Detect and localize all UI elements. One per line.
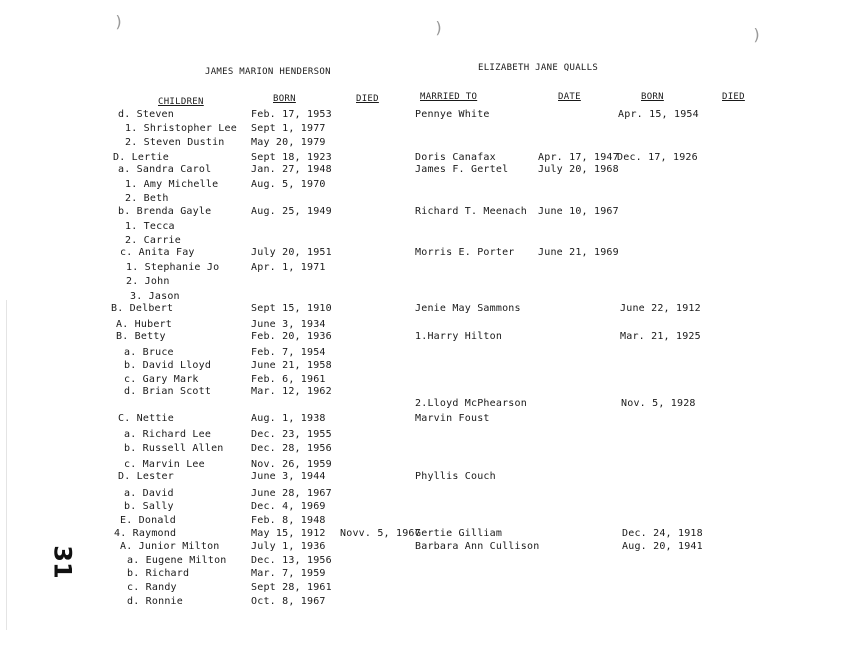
- child-name: d. Ronnie: [127, 596, 183, 607]
- birth-date: Dec. 13, 1956: [251, 555, 332, 566]
- birth-date: Aug. 1, 1938: [251, 413, 326, 424]
- child-name: 2. Steven Dustin: [125, 137, 225, 148]
- child-name: a. Bruce: [124, 347, 174, 358]
- marriage-date: June 10, 1967: [538, 206, 619, 217]
- column-date: DATE: [558, 92, 581, 102]
- birth-date: Dec. 23, 1955: [251, 429, 332, 440]
- birth-date: Mar. 12, 1962: [251, 386, 332, 397]
- child-name: C. Nettie: [118, 413, 174, 424]
- column-died: DIED: [356, 94, 379, 104]
- birth-date: Sept 1, 1977: [251, 123, 326, 134]
- marriage-date: Apr. 17, 1947: [538, 152, 619, 163]
- spouse-birth-date: Aug. 20, 1941: [622, 541, 703, 552]
- child-name: c. Anita Fay: [120, 247, 195, 258]
- spouse-birth-date: Dec. 24, 1918: [622, 528, 703, 539]
- child-name: c. Gary Mark: [124, 374, 199, 385]
- birth-date: Feb. 17, 1953: [251, 109, 332, 120]
- spouse-birth-date: Mar. 21, 1925: [620, 331, 701, 342]
- child-name: D. Lester: [118, 471, 174, 482]
- child-name: a. Eugene Milton: [127, 555, 227, 566]
- child-name: D. Lertie: [113, 152, 169, 163]
- child-name: 3. Jason: [130, 291, 180, 302]
- column-married-to: MARRIED TO: [420, 92, 478, 102]
- child-name: 1. Shristopher Lee: [125, 123, 237, 134]
- spouse-name: Barbara Ann Cullison: [415, 541, 540, 552]
- child-name: b. Sally: [124, 501, 174, 512]
- marriage-date: June 21, 1969: [538, 247, 619, 258]
- spouse-name: Morris E. Porter: [415, 247, 515, 258]
- birth-date: July 1, 1936: [251, 541, 326, 552]
- spouse-name: James F. Gertel: [415, 164, 509, 175]
- child-name: 2. Carrie: [125, 235, 181, 246]
- child-name: c. Randy: [127, 582, 177, 593]
- spouse-birth-date: Dec. 17, 1926: [617, 152, 698, 163]
- spouse-name: Doris Canafax: [415, 152, 496, 163]
- birth-date: Feb. 20, 1936: [251, 331, 332, 342]
- birth-date: Sept 28, 1961: [251, 582, 332, 593]
- birth-date: Mar. 7, 1959: [251, 568, 326, 579]
- spouse-name: Pennye White: [415, 109, 490, 120]
- birth-date: June 28, 1967: [251, 488, 332, 499]
- child-name: E. Donald: [120, 515, 176, 526]
- child-name: d. Steven: [118, 109, 174, 120]
- birth-date: Feb. 8, 1948: [251, 515, 326, 526]
- birth-date: Feb. 7, 1954: [251, 347, 326, 358]
- child-name: a. Richard Lee: [124, 429, 212, 440]
- birth-date: June 21, 1958: [251, 360, 332, 371]
- child-name: 1. Tecca: [125, 221, 175, 232]
- column-spouse-died: DIED: [722, 92, 745, 102]
- birth-date: Oct. 8, 1967: [251, 596, 326, 607]
- spouse-name: Richard T. Meenach: [415, 206, 527, 217]
- child-name: B. Delbert: [111, 303, 174, 314]
- column-children: CHILDREN: [158, 97, 204, 107]
- margin-mark: ): [434, 18, 444, 37]
- child-name: b. Richard: [127, 568, 190, 579]
- child-name: 1. Stephanie Jo: [126, 262, 220, 273]
- margin-mark: ): [752, 25, 762, 44]
- child-name: a. Sandra Carol: [118, 164, 212, 175]
- spouse-name: Phyllis Couch: [415, 471, 496, 482]
- column-born: BORN: [273, 94, 296, 104]
- spouse-name: Jenie May Sammons: [415, 303, 521, 314]
- child-name: B. Betty: [116, 331, 166, 342]
- child-name: d. Brian Scott: [124, 386, 212, 397]
- birth-date: June 3, 1934: [251, 319, 326, 330]
- spouse-birth-date: June 22, 1912: [620, 303, 701, 314]
- child-name: a. David: [124, 488, 174, 499]
- child-name: A. Hubert: [116, 319, 172, 330]
- husband-name: JAMES MARION HENDERSON: [205, 67, 331, 77]
- birth-date: Apr. 1, 1971: [251, 262, 326, 273]
- spouse-name: Gertie Gilliam: [415, 528, 503, 539]
- birth-date: Dec. 4, 1969: [251, 501, 326, 512]
- child-name: c. Marvin Lee: [124, 459, 205, 470]
- spouse-name: 2.Lloyd McPhearson: [415, 398, 527, 409]
- page-number: 31: [48, 545, 77, 579]
- margin-mark: ): [114, 12, 124, 31]
- child-name: 4. Raymond: [114, 528, 177, 539]
- child-name: 2. John: [126, 276, 170, 287]
- child-name: 2. Beth: [125, 193, 169, 204]
- child-name: b. Russell Allen: [124, 443, 224, 454]
- birth-date: June 3, 1944: [251, 471, 326, 482]
- birth-date: Nov. 26, 1959: [251, 459, 332, 470]
- birth-date: May 15, 1912: [251, 528, 326, 539]
- birth-date: Feb. 6, 1961: [251, 374, 326, 385]
- spouse-name: Marvin Foust: [415, 413, 490, 424]
- birth-date: Dec. 28, 1956: [251, 443, 332, 454]
- wife-name: ELIZABETH JANE QUALLS: [478, 63, 599, 73]
- spouse-birth-date: Apr. 15, 1954: [618, 109, 699, 120]
- spouse-name: 1.Harry Hilton: [415, 331, 503, 342]
- birth-date: Jan. 27, 1948: [251, 164, 332, 175]
- column-spouse-born: BORN: [641, 92, 664, 102]
- child-name: b. David Lloyd: [124, 360, 212, 371]
- birth-date: Sept 15, 1910: [251, 303, 332, 314]
- spouse-birth-date: Nov. 5, 1928: [621, 398, 696, 409]
- page-edge: [6, 300, 7, 630]
- birth-date: May 20, 1979: [251, 137, 326, 148]
- birth-date: July 20, 1951: [251, 247, 332, 258]
- birth-date: Aug. 5, 1970: [251, 179, 326, 190]
- marriage-date: July 20, 1968: [538, 164, 619, 175]
- child-name: b. Brenda Gayle: [118, 206, 212, 217]
- death-date: Novv. 5, 1967: [340, 528, 421, 539]
- birth-date: Sept 18, 1923: [251, 152, 332, 163]
- birth-date: Aug. 25, 1949: [251, 206, 332, 217]
- child-name: 1. Amy Michelle: [125, 179, 219, 190]
- child-name: A. Junior Milton: [120, 541, 220, 552]
